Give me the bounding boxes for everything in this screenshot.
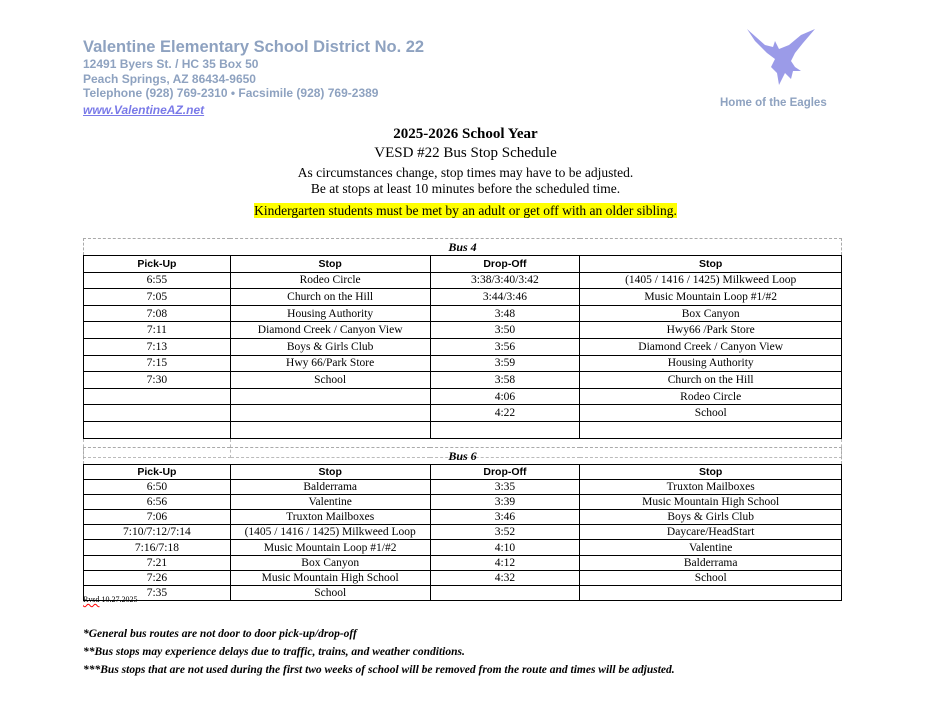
table-cell: 4:22 — [430, 405, 580, 422]
revised-label: Rvsd — [83, 595, 100, 604]
table-cell: Valentine — [230, 495, 430, 510]
table-cell: 3:48 — [430, 305, 580, 322]
revised-date-value: 10.27.2025 — [101, 595, 138, 604]
table-row — [84, 322, 842, 339]
table-cell: 6:55 — [84, 272, 231, 289]
bus-name: Bus 4 — [84, 239, 842, 256]
table-cell: Box Canyon — [230, 555, 430, 570]
table-cell: 7:05 — [84, 289, 231, 306]
table-cell: 3:39 — [430, 495, 580, 510]
table-row — [84, 555, 842, 570]
table-cell: Housing Authority — [230, 305, 430, 322]
table-cell: 7:16/7:18 — [84, 540, 231, 555]
table-row — [84, 272, 842, 289]
notes — [83, 625, 675, 679]
table-cell: 4:06 — [430, 388, 580, 405]
column-header: Pick-Up — [84, 465, 231, 480]
table-cell: 6:56 — [84, 495, 231, 510]
table-cell: School — [580, 405, 842, 422]
table-cell: Hwy66 /Park Store — [580, 322, 842, 339]
column-header: Drop-Off — [430, 256, 580, 273]
eagle-logo-icon — [745, 27, 817, 91]
column-header: Stop — [580, 256, 842, 273]
table-cell: Music Mountain Loop #1/#2 — [230, 540, 430, 555]
table-cell: 4:12 — [430, 555, 580, 570]
header-row — [84, 465, 842, 480]
bus-caption-row — [84, 448, 842, 465]
table-cell: 7:11 — [84, 322, 231, 339]
table-row — [84, 510, 842, 525]
arrival-note: Be at stops at least 10 minutes before the scheduled time. — [310, 181, 621, 196]
table-cell: 3:56 — [430, 338, 580, 355]
revised-date — [83, 595, 137, 604]
table-row — [84, 372, 842, 389]
table-row — [84, 495, 842, 510]
table-cell: Balderrama — [230, 480, 430, 495]
table-cell: 7:30 — [84, 372, 231, 389]
table-cell: Diamond Creek / Canyon View — [230, 322, 430, 339]
table-row — [84, 421, 842, 438]
address-line-2: Peach Springs, AZ 86434-9650 — [83, 71, 256, 86]
table-cell — [84, 405, 231, 422]
table-cell — [230, 388, 430, 405]
table-cell — [430, 585, 580, 600]
table-cell: 6:50 — [84, 480, 231, 495]
table-cell: 7:10/7:12/7:14 — [84, 525, 231, 540]
table-cell: 3:44/3:46 — [430, 289, 580, 306]
table-row — [84, 338, 842, 355]
column-header: Stop — [580, 465, 842, 480]
table-cell: 7:06 — [84, 510, 231, 525]
table-cell: 3:35 — [430, 480, 580, 495]
column-header: Pick-Up — [84, 256, 231, 273]
table-row — [84, 388, 842, 405]
bus-caption-row — [84, 239, 842, 256]
note-3: ***Bus stops that are not used during the first two weeks of school will be removed from the route and times will be adjusted. — [83, 664, 675, 676]
kindergarten-notice: Kindergarten students must be met by an adult or get off with an older sibling. — [254, 203, 677, 218]
table-cell: Music Mountain Loop #1/#2 — [580, 289, 842, 306]
table-cell: Housing Authority — [580, 355, 842, 372]
table-cell: Boys & Girls Club — [230, 338, 430, 355]
phone-fax: Telephone (928) 769-2310 • Facsimile (928) 769-2389 — [83, 86, 379, 100]
table-cell — [580, 585, 842, 600]
table-row — [84, 585, 842, 600]
table-cell: Hwy 66/Park Store — [230, 355, 430, 372]
motto: Home of the Eagles — [720, 97, 827, 109]
table-cell: Balderrama — [580, 555, 842, 570]
table-cell: 3:59 — [430, 355, 580, 372]
column-header: Stop — [230, 465, 430, 480]
note-1: *General bus routes are not door to door pick-up/drop-off — [83, 628, 357, 640]
table-cell: 7:08 — [84, 305, 231, 322]
table-cell — [430, 421, 580, 438]
table-row — [84, 540, 842, 555]
table-cell: School — [580, 570, 842, 585]
table-cell: Rodeo Circle — [580, 388, 842, 405]
column-header: Drop-Off — [430, 465, 580, 480]
note-2: **Bus stops may experience delays due to traffic, trains, and weather conditions. — [83, 646, 465, 658]
table-cell: 4:32 — [430, 570, 580, 585]
table-cell — [230, 421, 430, 438]
table-cell: School — [230, 372, 430, 389]
table-cell: Valentine — [580, 540, 842, 555]
website-link[interactable]: www.ValentineAZ.net — [83, 102, 205, 117]
school-year-title: 2025-2026 School Year — [393, 126, 538, 142]
table-row — [84, 305, 842, 322]
table-cell: 4:10 — [430, 540, 580, 555]
table-cell: Truxton Mailboxes — [580, 480, 842, 495]
table-cell: Truxton Mailboxes — [230, 510, 430, 525]
table-cell: 3:38/3:40/3:42 — [430, 272, 580, 289]
table-row — [84, 480, 842, 495]
table-cell: Music Mountain High School — [230, 570, 430, 585]
table-cell: School — [230, 585, 430, 600]
table-cell: 7:26 — [84, 570, 231, 585]
bus-6-table — [83, 447, 842, 601]
table-cell: 3:50 — [430, 322, 580, 339]
column-header: Stop — [230, 256, 430, 273]
table-cell: (1405 / 1416 / 1425) Milkweed Loop — [580, 272, 842, 289]
table-cell: (1405 / 1416 / 1425) Milkweed Loop — [230, 525, 430, 540]
address-line-1: 12491 Byers St. / HC 35 Box 50 — [83, 57, 259, 71]
table-cell: 3:46 — [430, 510, 580, 525]
adjust-note: As circumstances change, stop times may have to be adjusted. — [297, 165, 634, 180]
header-row — [84, 256, 842, 273]
table-cell: Boys & Girls Club — [580, 510, 842, 525]
table-cell: Music Mountain High School — [580, 495, 842, 510]
bus-name: Bus 6 — [84, 448, 842, 465]
table-cell: 7:21 — [84, 555, 231, 570]
table-cell: Church on the Hill — [580, 372, 842, 389]
table-cell: Daycare/HeadStart — [580, 525, 842, 540]
table-row — [84, 289, 842, 306]
table-cell — [84, 421, 231, 438]
table-row — [84, 570, 842, 585]
letterhead — [83, 38, 424, 119]
table-cell — [580, 421, 842, 438]
table-cell: 7:15 — [84, 355, 231, 372]
schedule-title: VESD #22 Bus Stop Schedule — [374, 145, 557, 161]
district-name: Valentine Elementary School District No. 22 — [83, 38, 425, 56]
table-cell: Box Canyon — [580, 305, 842, 322]
table-cell — [230, 405, 430, 422]
table-row — [84, 355, 842, 372]
table-cell: 7:35 — [84, 585, 231, 600]
table-cell — [84, 388, 231, 405]
table-cell: Church on the Hill — [230, 289, 430, 306]
table-cell: Diamond Creek / Canyon View — [580, 338, 842, 355]
bus-4-table — [83, 238, 842, 458]
table-cell: 3:52 — [430, 525, 580, 540]
table-cell: 3:58 — [430, 372, 580, 389]
table-cell: Rodeo Circle — [230, 272, 430, 289]
table-row — [84, 525, 842, 540]
table-cell: 7:13 — [84, 338, 231, 355]
table-row — [84, 405, 842, 422]
